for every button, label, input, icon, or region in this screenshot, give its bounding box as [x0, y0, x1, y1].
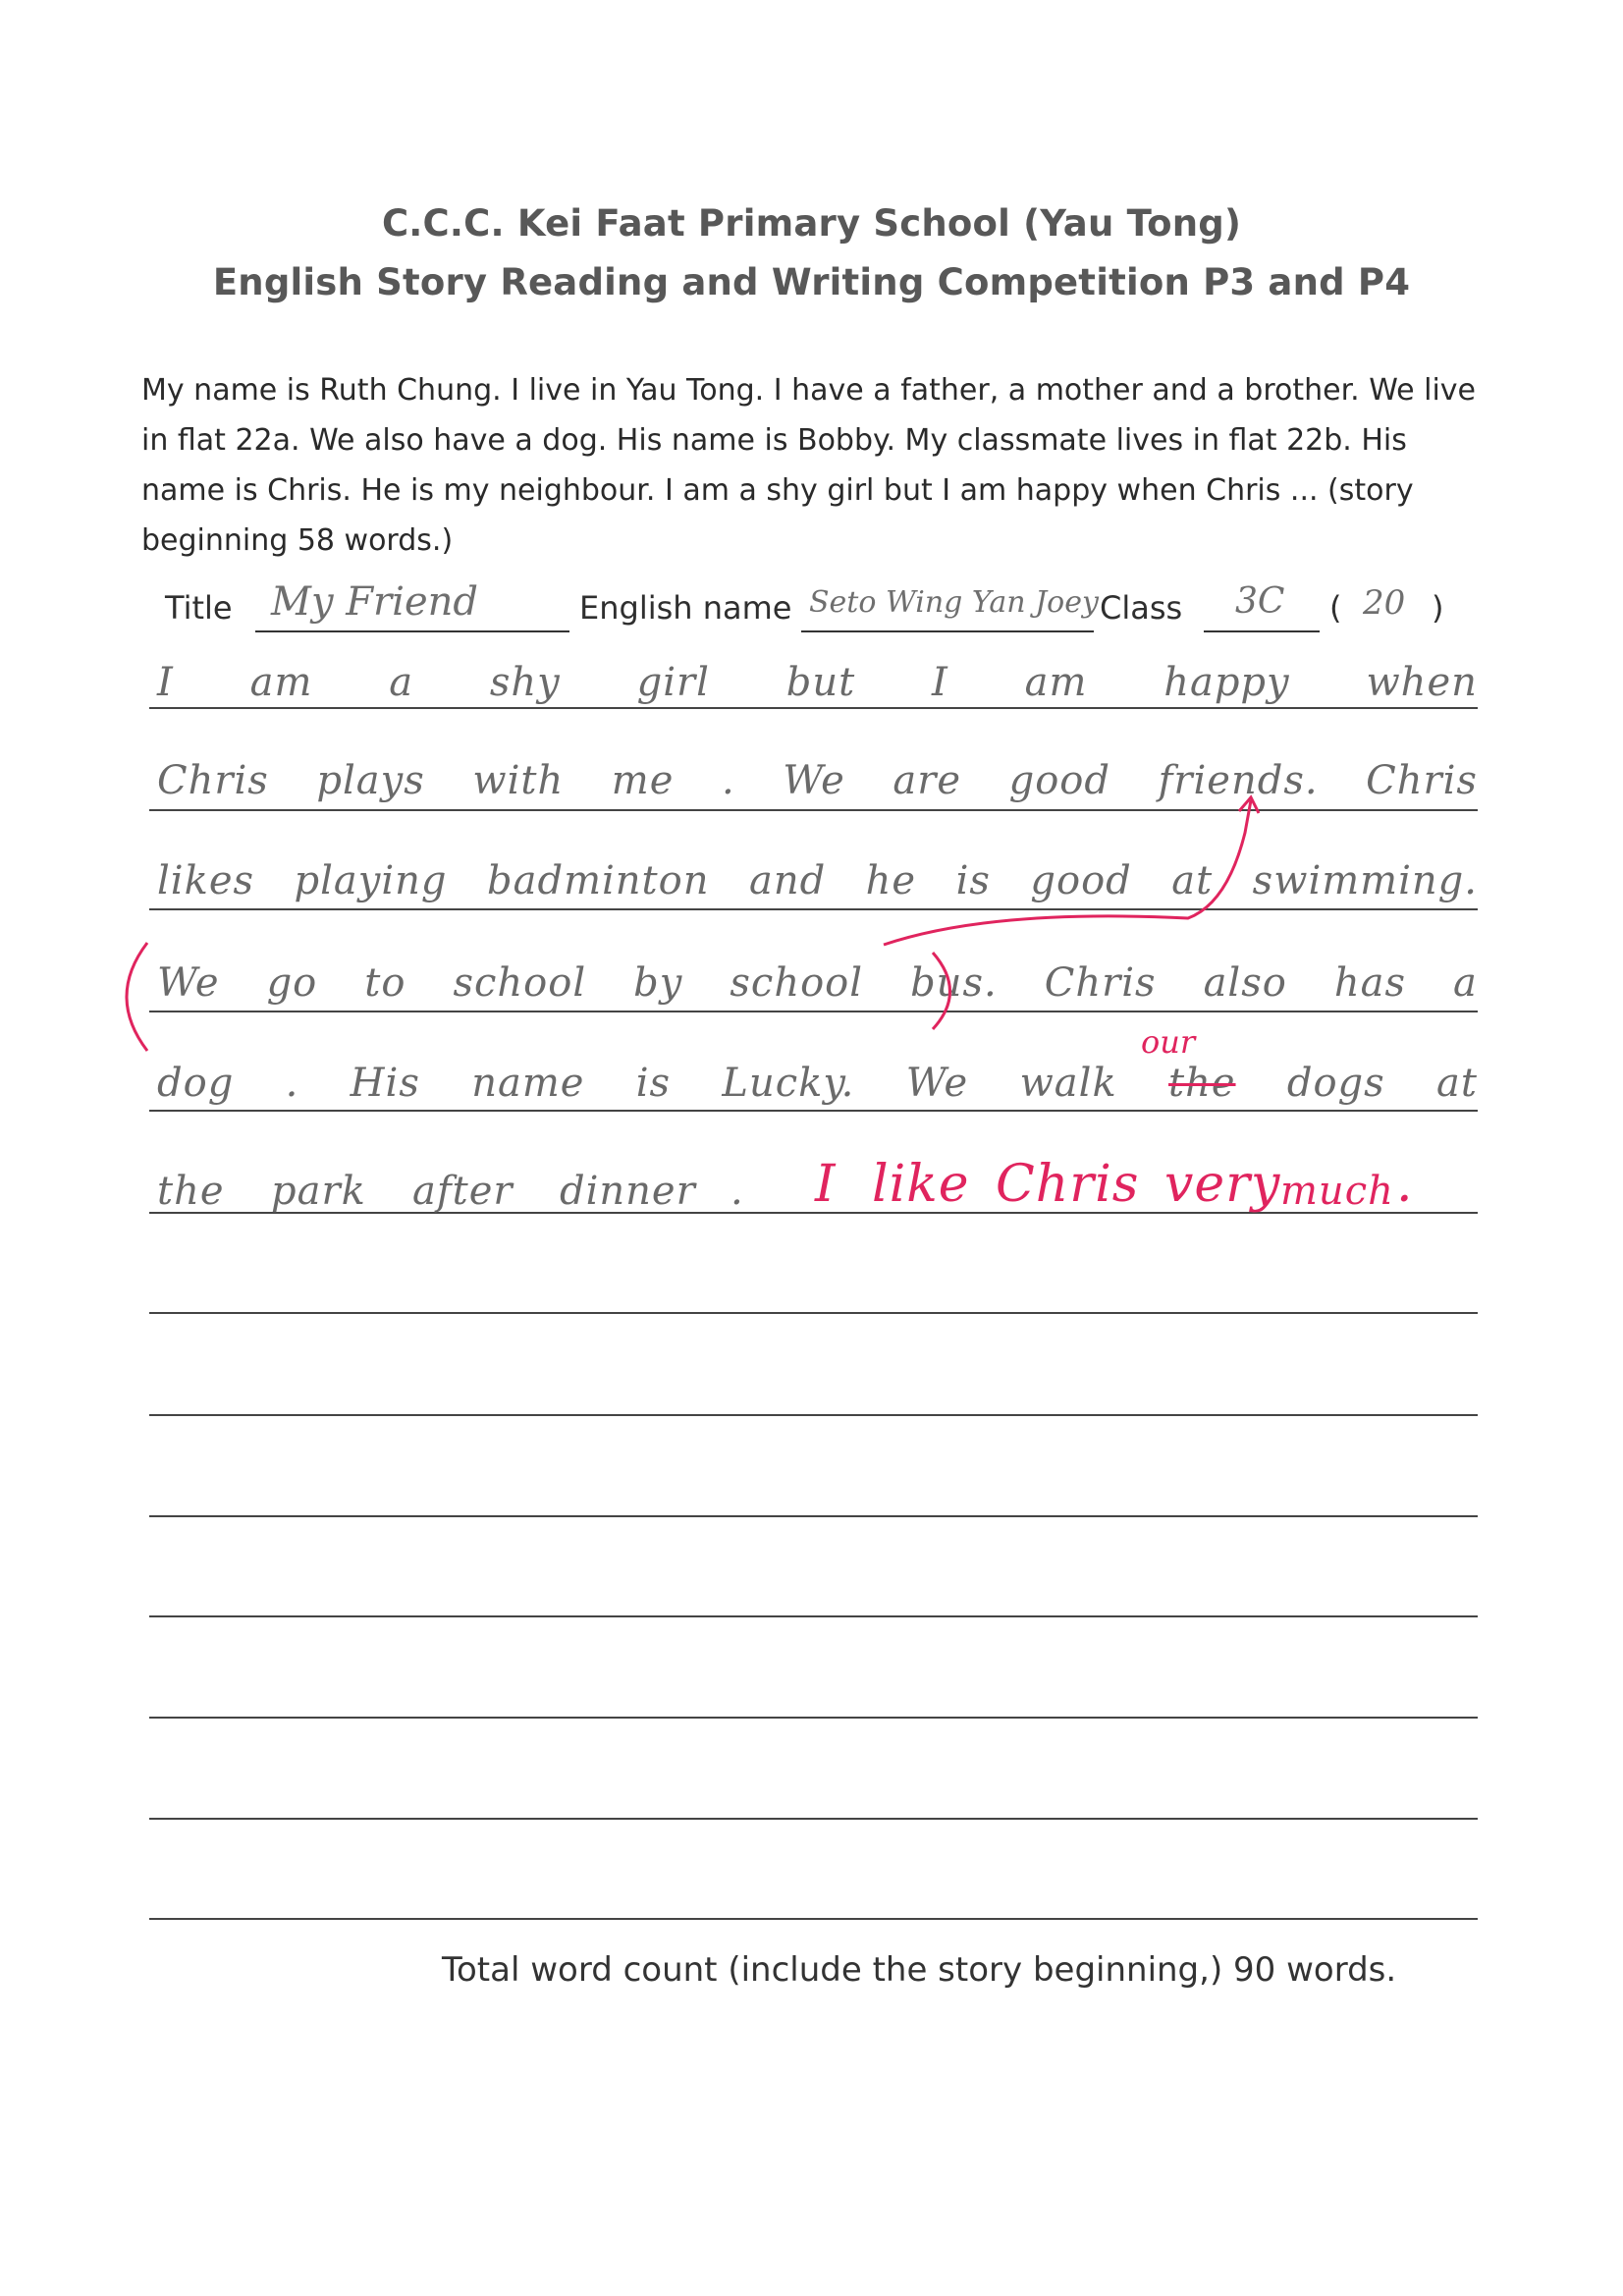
word: also [1203, 960, 1287, 1006]
word: friends. [1158, 758, 1319, 803]
word: good [1030, 858, 1132, 903]
word: good [1008, 758, 1110, 803]
word: We [783, 758, 845, 803]
competition-title: English Story Reading and Writing Competition P3 and P4 [212, 261, 1411, 303]
word: name [471, 1061, 585, 1106]
word: . [285, 1061, 299, 1106]
word: . [721, 758, 735, 803]
title-label: Title [165, 589, 233, 627]
word: are [893, 758, 962, 803]
class-label: Class [1100, 589, 1183, 627]
word: I [931, 660, 948, 705]
word: Chris [1366, 758, 1478, 803]
number-open-paren: ( [1329, 589, 1342, 627]
word: plays [316, 758, 425, 803]
word: after [412, 1169, 514, 1214]
title-value[interactable]: My Friend [271, 579, 478, 625]
word: is [955, 858, 991, 903]
teacher-word: I [815, 1155, 837, 1214]
right-paren-mark [933, 953, 950, 1029]
teacher-word: much [1280, 1169, 1394, 1214]
word: . [730, 1169, 744, 1214]
word: walk [1019, 1061, 1117, 1106]
teacher-word: Chris [996, 1155, 1140, 1214]
word: dogs [1286, 1061, 1385, 1106]
school-title: C.C.C. Kei Faat Primary School (Yau Tong) [381, 202, 1242, 245]
word: swimming. [1252, 858, 1478, 903]
teacher-word: very [1164, 1155, 1281, 1214]
number-close-paren: ) [1432, 589, 1444, 627]
word: to [364, 960, 406, 1006]
word: by [633, 960, 683, 1006]
english-name-value[interactable]: Seto Wing Yan Joey [809, 585, 1099, 620]
word: school [453, 960, 587, 1006]
word: badminton [487, 858, 710, 903]
word: dog [157, 1061, 235, 1106]
word: a [1453, 960, 1478, 1006]
teacher-word: like [872, 1155, 970, 1214]
word: dinner [560, 1169, 696, 1214]
word: me [611, 758, 675, 803]
word: the [157, 1169, 225, 1214]
word: is [635, 1061, 672, 1106]
correction-our: our [1141, 1023, 1196, 1061]
move-arrow-mark [884, 800, 1251, 945]
word: girl [636, 660, 710, 705]
word: has [1333, 960, 1406, 1006]
word: when [1366, 660, 1478, 705]
word: Lucky. [722, 1061, 855, 1106]
word: but [785, 660, 856, 705]
word: We [157, 960, 220, 1006]
word: His [350, 1061, 420, 1106]
word: go [266, 960, 318, 1006]
number-value[interactable]: 20 [1363, 583, 1406, 623]
word: shy [489, 660, 561, 705]
word: am [1024, 660, 1088, 705]
word: playing [294, 858, 448, 903]
left-paren-mark [127, 943, 147, 1051]
word: he [865, 858, 917, 903]
word: and [748, 858, 827, 903]
struck-word: the [1168, 1061, 1236, 1106]
word: happy [1163, 660, 1290, 705]
word: at [1436, 1061, 1478, 1106]
word: Chris [157, 758, 269, 803]
word: school [730, 960, 864, 1006]
teacher-word: . [1396, 1155, 1414, 1214]
class-value[interactable]: 3C [1235, 581, 1285, 622]
word: with [472, 758, 565, 803]
word: park [271, 1169, 366, 1214]
word: I [157, 660, 174, 705]
word: We [905, 1061, 969, 1106]
word: bus. [910, 960, 998, 1006]
word-count-footer: Total word count (include the story beginning,) 90 words. [442, 1950, 1397, 1990]
story-beginning: My name is Ruth Chung. I live in Yau Tong. I have a father, a mother and a brother. We live in flat 22a. We also have a dog. His name is Bobby. My classmate lives in flat 22b. His name is Chris. He is my neighbour. I am a shy girl but I am happy when Chris ... (story beginning 58 words.) [141, 373, 1477, 558]
english-name-label: English name [579, 589, 792, 627]
word: at [1171, 858, 1214, 903]
word: likes [157, 858, 255, 903]
word: Chris [1044, 960, 1157, 1006]
word: am [249, 660, 313, 705]
word: a [389, 660, 414, 705]
